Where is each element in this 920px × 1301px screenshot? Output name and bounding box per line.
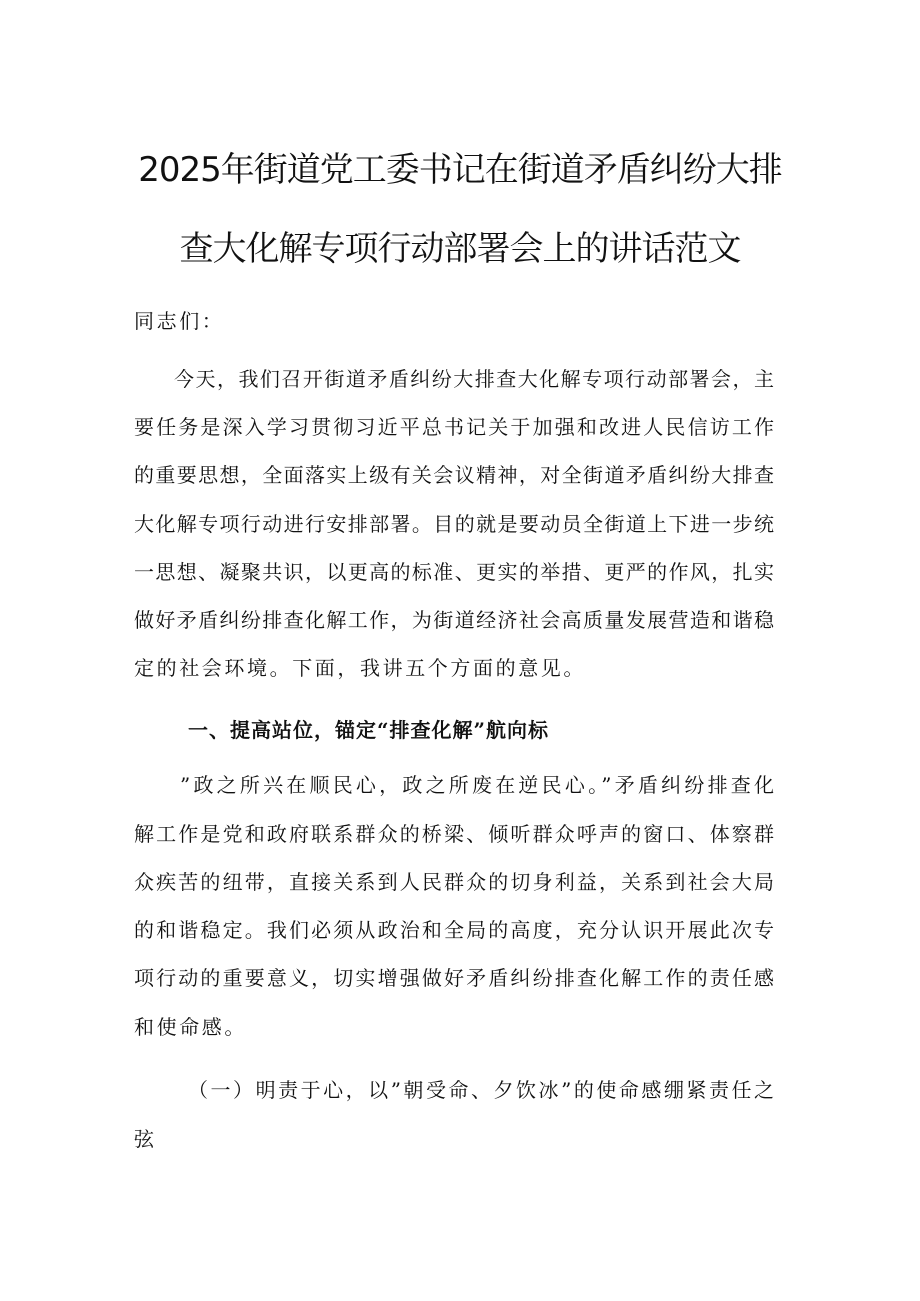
intro-line-5: 一思想、凝聚共识，以更高的标准、更实的举措、更严的作风，扎实: [134, 560, 774, 584]
section-1-line-6: 和使命感。: [134, 1015, 247, 1039]
intro-line-7: 定的社会环境。下面，我讲五个方面的意见。: [134, 656, 586, 680]
subsection-1-line-1: （一）明责于心，以”朝受命、夕饮冰”的使命感绷紧责任之: [188, 1078, 774, 1102]
intro-line-3: 的重要思想，全面落实上级有关会议精神，对全街道矛盾纠纷大排查: [134, 463, 774, 487]
section-1-line-4: 的和谐稳定。我们必须从政治和全局的高度，充分认识开展此次专: [134, 918, 774, 942]
section-1-line-5: 项行动的重要意义，切实增强做好矛盾纠纷排查化解工作的责任感: [134, 966, 774, 990]
subsection-1-line-2: 弦: [134, 1127, 157, 1151]
section-1-heading: 一、提高站位，锚定“排查化解”航向标: [188, 718, 550, 742]
section-1-line-1: ”政之所兴在顺民心，政之所废在逆民心。”矛盾纠纷排查化: [180, 773, 774, 797]
intro-line-4: 大化解专项行动进行安排部署。目的就是要动员全街道上下进一步统: [134, 512, 774, 536]
salutation: 同志们：: [134, 309, 225, 333]
intro-line-1: 今天，我们召开街道矛盾纠纷大排查大化解专项行动部署会，主: [174, 367, 774, 391]
intro-line-2: 要任务是深入学习贯彻习近平总书记关于加强和改进人民信访工作: [134, 415, 774, 439]
section-1-line-2: 解工作是党和政府联系群众的桥梁、倾听群众呼声的窗口、体察群: [134, 822, 774, 846]
section-1-line-3: 众疾苦的纽带，直接关系到人民群众的切身利益，关系到社会大局: [134, 870, 774, 894]
document-title-line-2: 查大化解专项行动部署会上的讲话范文: [179, 229, 741, 269]
document-title-line-1: 2025年街道党工委书记在街道矛盾纠纷大排: [138, 150, 782, 190]
intro-line-6: 做好矛盾纠纷排查化解工作，为街道经济社会高质量发展营造和谐稳: [134, 608, 774, 632]
